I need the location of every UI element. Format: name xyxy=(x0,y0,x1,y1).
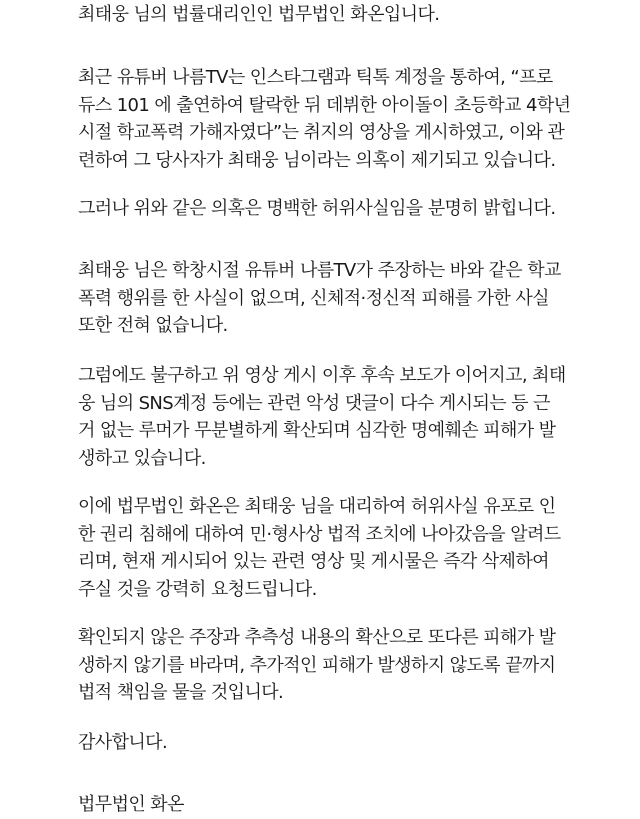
text-line: 생하지 않기를 바라며, 추가적인 피해가 발생하지 않도록 끝까지 xyxy=(78,654,556,676)
signature-firm-name xyxy=(78,791,184,819)
text-line: 확인되지 않은 주장과 추측성 내용의 확산으로 또다른 피해가 발 xyxy=(78,627,556,648)
text-line: 폭력 행위를 한 사실이 없으며, 신체적·정신적 피해를 가한 사실 xyxy=(78,287,549,309)
paragraph-intro xyxy=(78,1,439,29)
text-line: 법적 책임을 물을 것입니다. xyxy=(78,682,284,703)
text-line: 듀스 101 에 출연하여 탈락한 뒤 데뷔한 아이돌이 초등학교 4학년 xyxy=(78,94,571,116)
text-line: 한 권리 침해에 대하여 민·형사상 법적 조치에 나아갔음을 알려드 xyxy=(78,523,561,545)
text-line: 또한 전혀 없습니다. xyxy=(78,315,228,336)
text-line: 최태웅 님은 학창시절 유튜버 나름TV가 주장하는 바와 같은 학교 xyxy=(78,260,561,281)
paragraph-warning xyxy=(78,624,555,707)
paragraph-background xyxy=(78,64,570,174)
paragraph-denial xyxy=(78,195,555,223)
text-line: 주실 것을 강력히 요청드립니다. xyxy=(78,578,317,600)
text-line: 웅 님의 SNS계정 등에는 관련 악성 댓글이 다수 게시되는 등 근 xyxy=(78,392,550,414)
text-line: 감사합니다. xyxy=(78,732,168,753)
text-line: 법무법인 화온 xyxy=(78,794,184,815)
text-line: 그럼에도 불구하고 위 영상 게시 이후 후속 보도가 이어지고, 최태 xyxy=(78,365,566,386)
text-line: 최태웅 님의 법률대리인인 법무법인 화온입니다. xyxy=(78,4,440,25)
paragraph-thanks xyxy=(78,729,167,757)
text-line: 련하여 그 당사자가 최태웅 님이라는 의혹이 제기되고 있습니다. xyxy=(78,149,556,171)
text-line: 이에 법무법인 화온은 최태웅 님을 대리하여 허위사실 유포로 인 xyxy=(78,496,556,517)
paragraph-facts xyxy=(78,257,561,340)
text-line: 최근 유튜버 나름TV는 인스타그램과 틱톡 계정을 통하여, “프로 xyxy=(78,67,553,88)
text-line: 생하고 있습니다. xyxy=(78,447,206,469)
text-line: 리며, 현재 게시되어 있는 관련 영상 및 게시물은 즉각 삭제하여 xyxy=(78,551,549,572)
paragraph-legal-action xyxy=(78,493,561,603)
text-line: 시절 학교폭력 가해자였다”는 취지의 영상을 게시하였고, 이와 관 xyxy=(78,122,565,143)
paragraph-damage xyxy=(78,362,566,472)
text-line: 그러나 위와 같은 의혹은 명백한 허위사실임을 분명히 밝힙니다. xyxy=(78,198,556,219)
text-line: 거 없는 루머가 무분별하게 확산되며 심각한 명예훼손 피해가 발 xyxy=(78,420,556,441)
